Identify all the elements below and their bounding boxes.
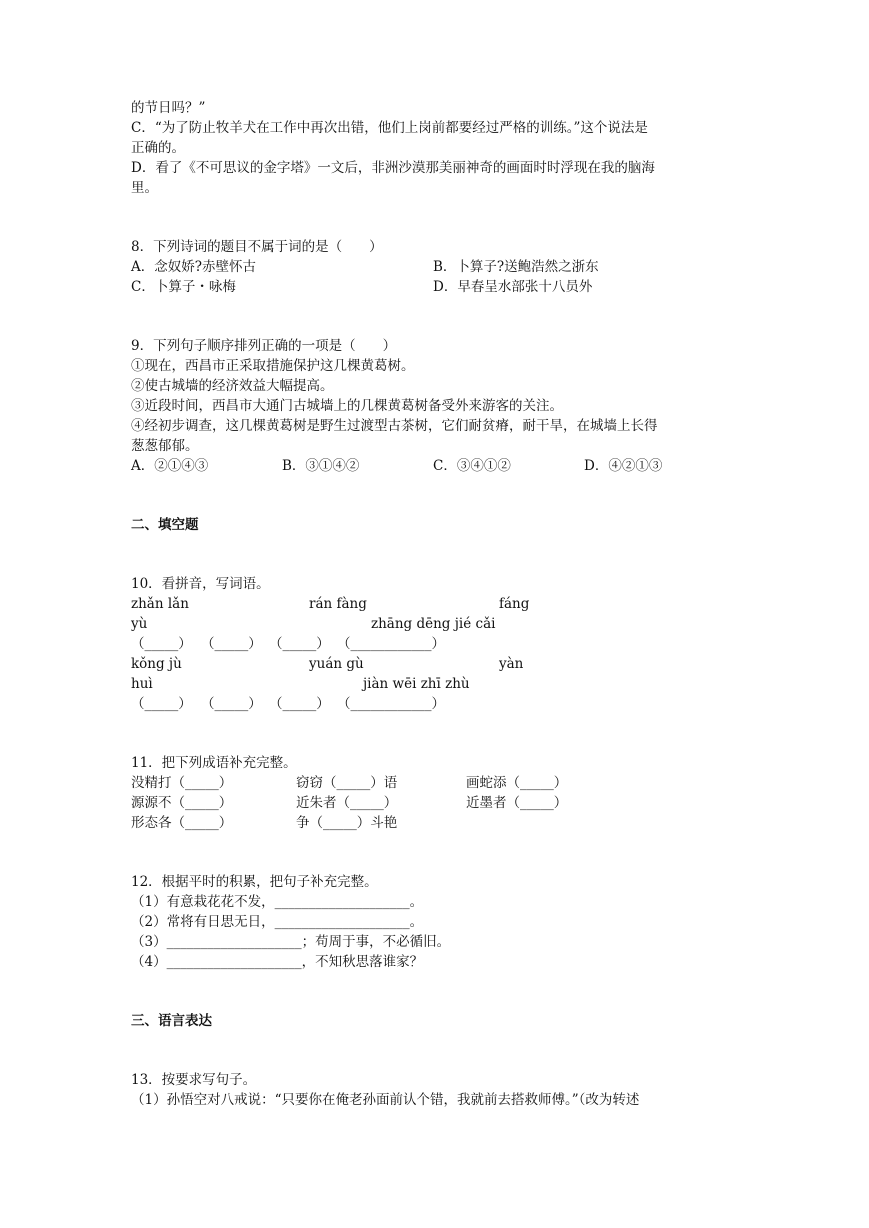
idiom-blank[interactable]: 争（_____）斗艳 xyxy=(296,815,398,831)
q9-option-a: A．②①④③ xyxy=(131,458,209,474)
q10-pinyin-row3 xyxy=(131,654,771,674)
q12-stem: 12．根据平时的积累，把句子补充完整。 xyxy=(131,874,378,890)
pinyin: yàn xyxy=(499,656,524,672)
q9-sentence-4: ④经初步调查，这几棵黄葛树是野生过渡型古茶树，它们耐贫瘠，耐干旱，在城墙上长得 xyxy=(131,418,658,434)
pinyin: kǒng jù xyxy=(131,656,182,672)
q9-sentence-2: ②使古城墙的经济效益大幅提高。 xyxy=(131,378,334,394)
q7-option-d: D．看了《不可思议的金字塔》一文后，非洲沙漠那美丽神奇的画面时时浮现在我的脑海 xyxy=(131,160,655,176)
q8-option-a: A．念奴娇?赤壁怀古 xyxy=(131,259,256,275)
q10-stem: 10．看拼音，写词语。 xyxy=(131,576,270,592)
q9-options xyxy=(131,456,771,476)
answer-blank[interactable]: （_____） xyxy=(201,696,262,712)
q10-blank-row2 xyxy=(131,694,771,714)
q10-blank-row1 xyxy=(131,634,771,654)
q7-option-d-cont: 里。 xyxy=(131,180,158,196)
q12-line-1[interactable]: （1）有意栽花花不发，____________________。 xyxy=(131,894,424,910)
pinyin: yù xyxy=(131,616,148,632)
q8-stem: 8．下列诗词的题目不属于词的是（ ） xyxy=(131,239,383,255)
idiom-blank[interactable]: 画蛇添（_____） xyxy=(466,775,568,791)
q12-line-3[interactable]: （3）____________________；苟周于事，不必循旧。 xyxy=(131,934,451,950)
answer-blank[interactable]: （_____） xyxy=(131,696,192,712)
q10-pinyin-row2 xyxy=(131,614,771,634)
q8-option-c: C．卜算子・咏梅 xyxy=(131,279,236,295)
pinyin: zhǎn lǎn xyxy=(131,596,189,612)
answer-blank[interactable]: （_____） xyxy=(131,636,192,652)
section-heading-language-expression: 三、语言表达 xyxy=(131,1013,212,1029)
q9-option-d: D．④②①③ xyxy=(584,458,663,474)
q9-option-b: B．③①④② xyxy=(282,458,360,474)
pinyin: jiàn wēi zhī zhù xyxy=(363,676,470,692)
pinyin: yuán gù xyxy=(309,656,364,672)
q13-stem: 13．按要求写句子。 xyxy=(131,1072,257,1088)
q8-option-d: D．早春呈水部张十八员外 xyxy=(433,279,593,295)
q7-option-c: C．“为了防止牧羊犬在工作中再次出错，他们上岗前都要经过严格的训练。”这个说法是 xyxy=(131,120,648,136)
q12-line-2[interactable]: （2）常将有日思无日，____________________。 xyxy=(131,914,424,930)
idiom-blank[interactable]: 没精打（_____） xyxy=(131,775,233,791)
q11-stem: 11．把下列成语补充完整。 xyxy=(131,755,297,771)
answer-blank[interactable]: （_____） xyxy=(201,636,262,652)
idiom-blank[interactable]: 源源不（_____） xyxy=(131,795,233,811)
q11-row2 xyxy=(131,793,771,813)
pinyin: huì xyxy=(131,676,153,692)
q11-row1 xyxy=(131,773,771,793)
q9-stem: 9．下列句子顺序排列正确的一项是（ ） xyxy=(131,338,397,354)
q7-option-c-cont: 正确的。 xyxy=(131,140,185,156)
q9-sentence-1: ①现在，西昌市正采取措施保护这几棵黄葛树。 xyxy=(131,358,415,374)
pinyin: zhāng dēng jié cǎi xyxy=(371,616,496,632)
q10-pinyin-row1 xyxy=(131,594,771,614)
q13-line-1: （1）孙悟空对八戒说：“只要你在俺老孙面前认个错，我就前去搭救师傅。”（改为转述 xyxy=(131,1092,640,1108)
q9-sentence-4-cont: 葱葱郁郁。 xyxy=(131,438,199,454)
answer-blank[interactable]: （_____） xyxy=(269,696,330,712)
idiom-blank[interactable]: 近朱者（_____） xyxy=(296,795,398,811)
section-heading-fill-in: 二、填空题 xyxy=(131,517,199,533)
answer-blank[interactable]: （____________） xyxy=(337,636,445,652)
q9-sentence-3: ③近段时间，西昌市大通门古城墙上的几棵黄葛树备受外来游客的关注。 xyxy=(131,398,563,414)
q7-line: 的节日吗？” xyxy=(131,100,206,116)
q12-line-4[interactable]: （4）____________________，不知秋思落谁家？ xyxy=(131,954,424,970)
idiom-blank[interactable]: 形态各（_____） xyxy=(131,815,233,831)
q9-option-c: C．③④①② xyxy=(433,458,511,474)
q10-pinyin-row4 xyxy=(131,674,771,694)
pinyin: rán fàng xyxy=(309,596,367,612)
idiom-blank[interactable]: 近墨者（_____） xyxy=(466,795,568,811)
q11-row3 xyxy=(131,813,771,833)
q8-options-row1 xyxy=(131,257,771,277)
q8-option-b: B．卜算子?送鲍浩然之浙东 xyxy=(433,259,599,275)
q8-options-row2 xyxy=(131,277,771,297)
answer-blank[interactable]: （_____） xyxy=(269,636,330,652)
idiom-blank[interactable]: 窃窃（_____）语 xyxy=(296,775,398,791)
answer-blank[interactable]: （____________） xyxy=(337,696,445,712)
document-page xyxy=(131,98,771,1110)
pinyin: fáng xyxy=(499,596,530,612)
